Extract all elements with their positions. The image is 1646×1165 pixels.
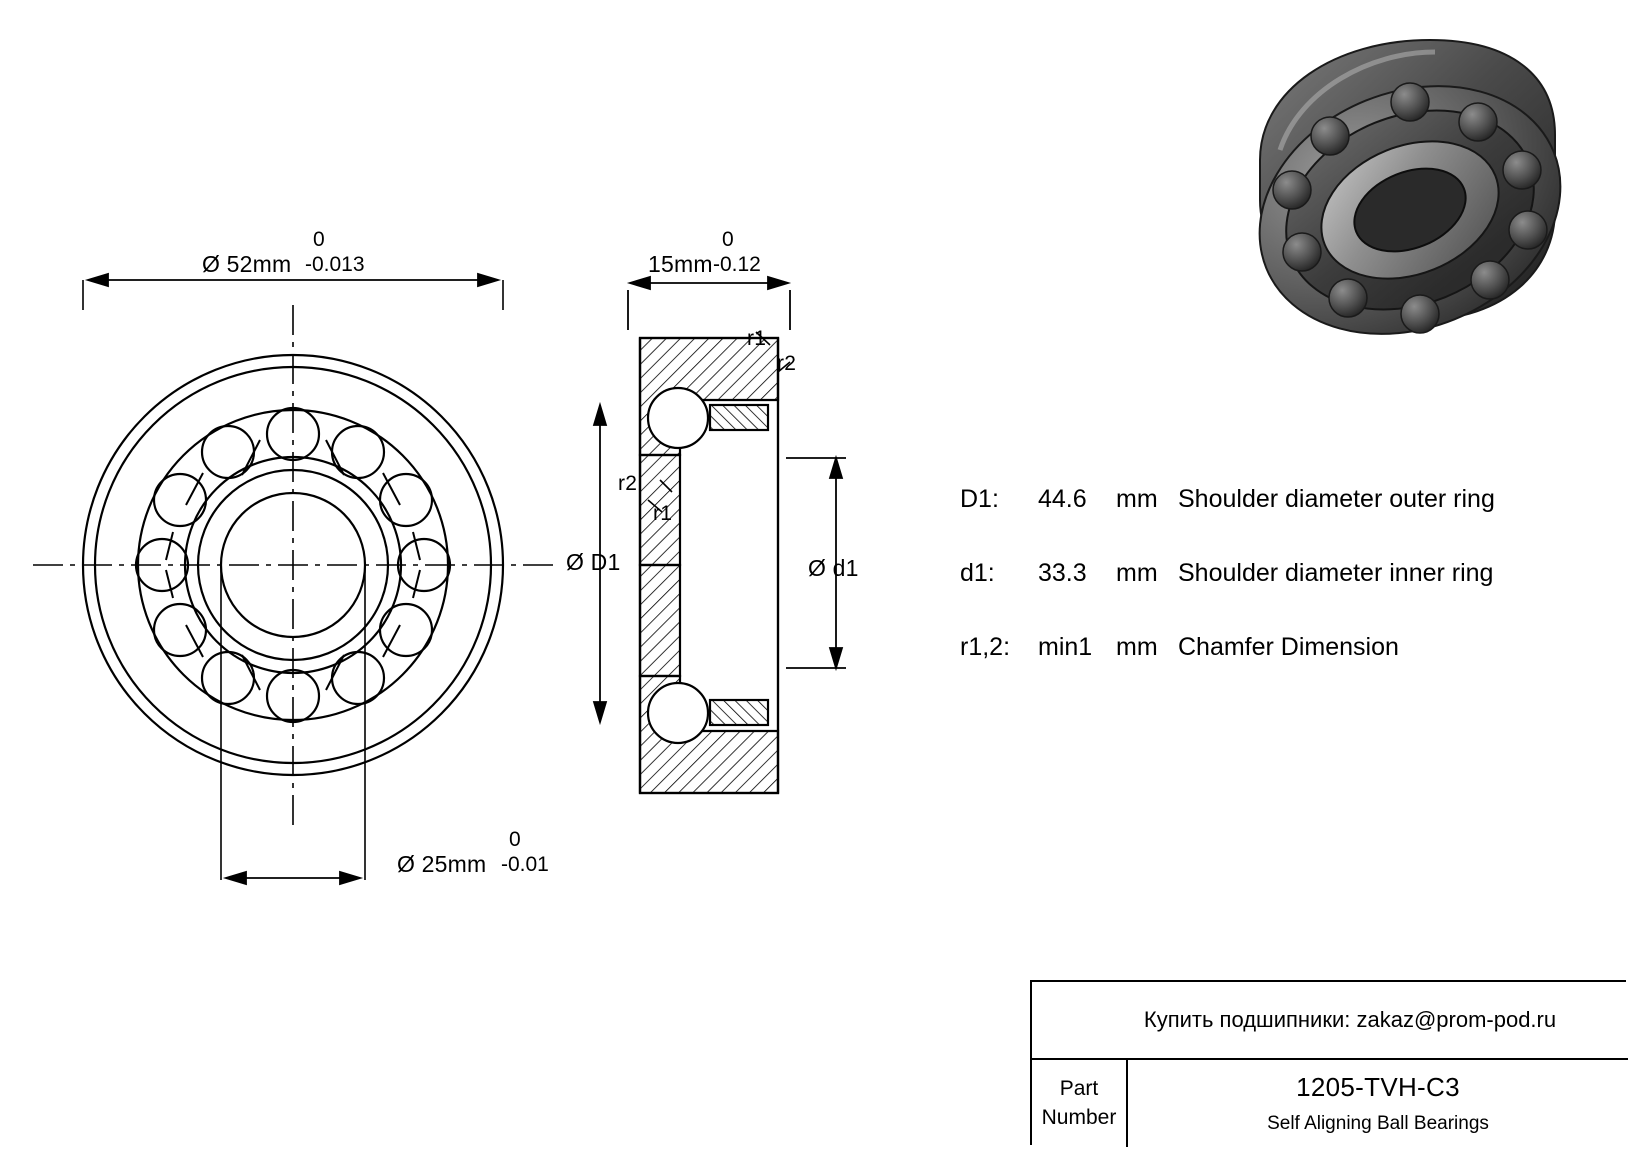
spec-value: 44.6 (1038, 485, 1087, 513)
section-ball-top (648, 388, 708, 448)
spec-unit: mm (1116, 485, 1158, 513)
spec-key: d1: (960, 559, 995, 587)
bore-diameter-tol-lower: -0.01 (501, 853, 549, 876)
bore-diameter-tol-upper: 0 (509, 828, 521, 851)
section-cage-bottom (710, 700, 768, 725)
spec-description: Shoulder diameter outer ring (1178, 485, 1495, 513)
dim-section-width (628, 277, 790, 330)
section-ball-bottom (648, 683, 708, 743)
outer-diameter-tol-upper: 0 (313, 228, 325, 251)
spec-row (960, 633, 1600, 707)
front-view (33, 305, 553, 825)
section-width-label: 15mm (648, 251, 713, 277)
shoulder-outer-label: Ø D1 (566, 549, 621, 575)
dim-bore-diameter (226, 872, 360, 884)
part-number-value: 1205-TVH-C3 (1296, 1072, 1460, 1102)
spec-key: D1: (960, 485, 999, 513)
chamfer-label-r1-top: r1 (747, 327, 767, 350)
section-inner-ring-bottom (640, 565, 680, 676)
spec-value: 33.3 (1038, 559, 1087, 587)
title-block-part-row (1032, 1060, 1628, 1147)
spec-description: Shoulder diameter inner ring (1178, 559, 1494, 587)
specifications-list (960, 485, 1600, 707)
section-cage-top (710, 405, 768, 430)
title-block (1030, 980, 1626, 1145)
part-number-value-cell (1128, 1060, 1628, 1147)
spec-row (960, 485, 1600, 559)
section-view (640, 338, 778, 793)
contact-text: Купить подшипники: zakaz@prom-pod.ru (1143, 1007, 1557, 1032)
chamfer-label-r2-left: r2 (618, 472, 638, 495)
bearing-3d-render (1222, 40, 1598, 377)
spec-description: Chamfer Dimension (1178, 633, 1399, 661)
section-width-tol-lower: -0.12 (713, 253, 761, 276)
title-block-contact-row (1032, 982, 1628, 1060)
bore-diameter-label: Ø 25mm (397, 851, 487, 877)
part-number-label (1032, 1060, 1128, 1147)
spec-key: r1,2: (960, 633, 1011, 661)
dim-outer-diameter (88, 274, 498, 286)
part-label-line1: Part (1059, 1077, 1099, 1101)
shoulder-inner-label: Ø d1 (808, 555, 859, 581)
spec-value: min1 (1038, 633, 1093, 661)
chamfer-label-r2-top: r2 (777, 352, 797, 375)
spec-row (960, 559, 1600, 633)
outer-diameter-tol-lower: -0.013 (305, 253, 365, 276)
part-label-line2: Number (1041, 1105, 1117, 1129)
section-width-tol-upper: 0 (722, 228, 734, 251)
part-type-value: Self Aligning Ball Bearings (1267, 1113, 1489, 1134)
spec-unit: mm (1116, 633, 1158, 661)
front-center-lines (33, 305, 553, 825)
chamfer-label-r1-left: r1 (653, 502, 673, 525)
spec-unit: mm (1116, 559, 1158, 587)
outer-diameter-label: Ø 52mm (202, 251, 292, 277)
